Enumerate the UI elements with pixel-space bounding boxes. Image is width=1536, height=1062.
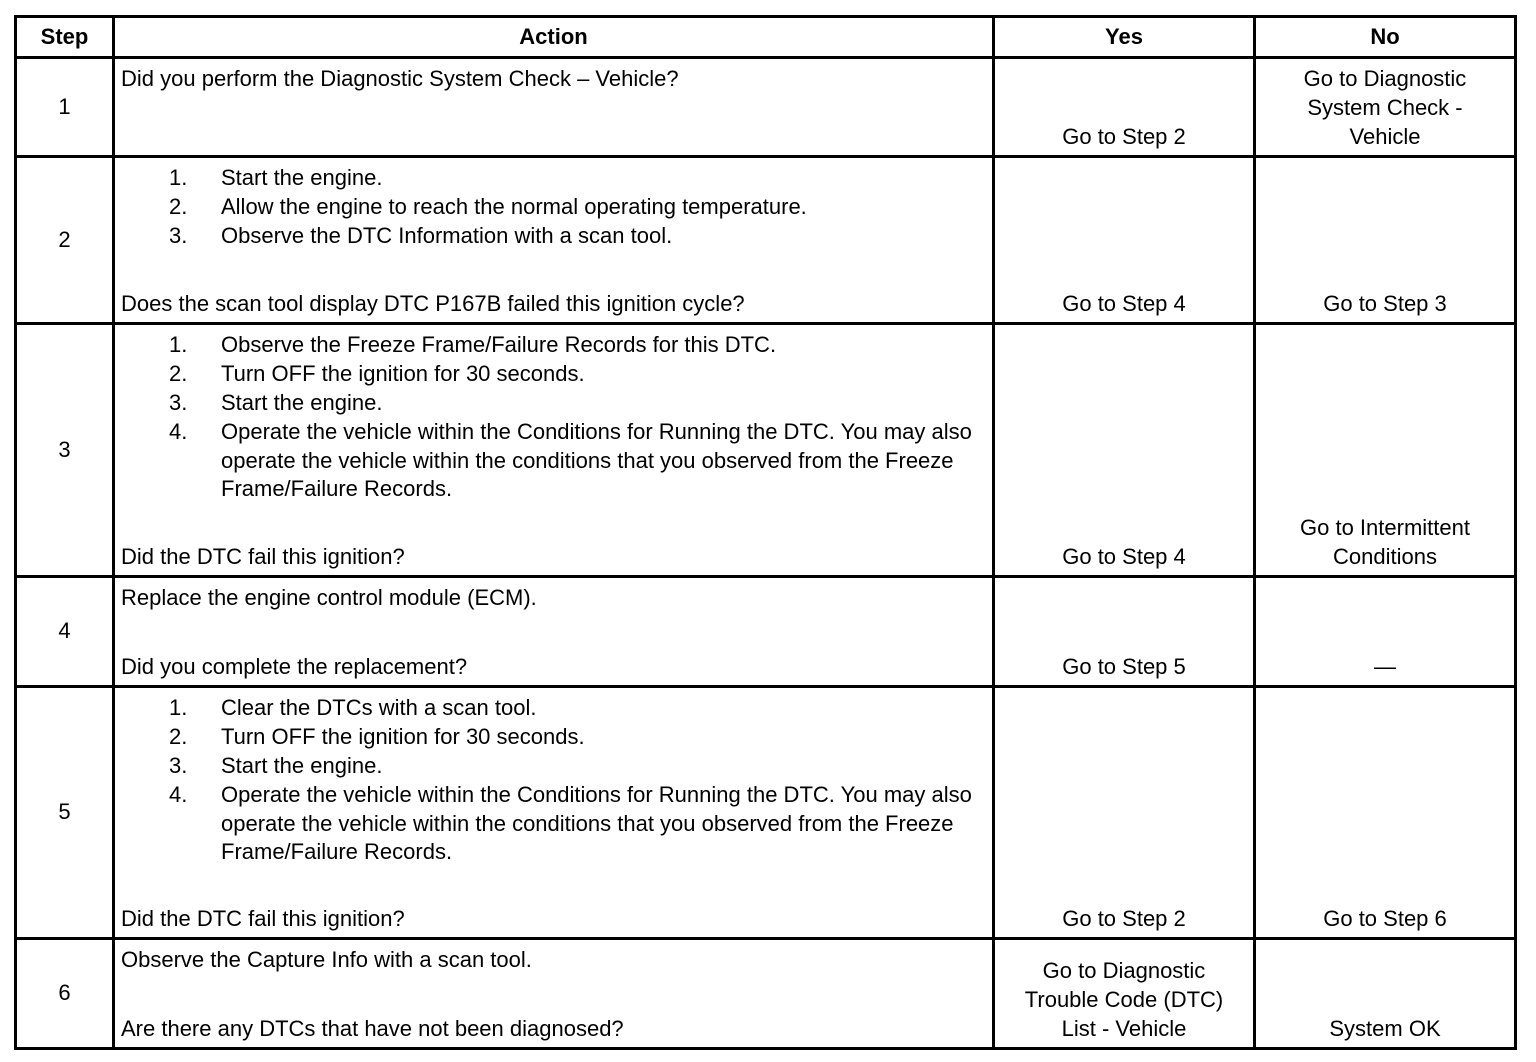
- no-cell: Go to Step 6: [1255, 687, 1516, 939]
- no-line: Conditions: [1333, 543, 1437, 569]
- action-steps: [121, 694, 986, 867]
- yes-cell: Go to Step 2: [994, 58, 1255, 157]
- action-question: Did the DTC fail this ignition?: [121, 543, 405, 569]
- action-step-item: 1. Start the engine.: [169, 165, 383, 191]
- step-number: 6: [16, 939, 114, 1049]
- no-cell: [1255, 324, 1516, 577]
- header-no: No: [1255, 17, 1516, 58]
- action-cell: [114, 687, 994, 939]
- action-question: Did you complete the replacement?: [121, 653, 468, 679]
- no-cell: Go to Step 3: [1255, 157, 1516, 324]
- yes-cell: Go to Step 5: [994, 577, 1255, 687]
- yes-line: Go to Diagnostic: [1042, 958, 1206, 983]
- header-action: Action: [114, 17, 994, 58]
- action-cell: [114, 58, 994, 157]
- action-question: Are there any DTCs that have not been diagnosed?: [121, 1015, 624, 1041]
- yes-cell: Go to Step 4: [994, 157, 1255, 324]
- header-step: Step: [16, 17, 114, 58]
- no-cell: System OK: [1255, 939, 1516, 1049]
- yes-cell: [994, 939, 1255, 1049]
- yes-cell: Go to Step 4: [994, 324, 1255, 577]
- header-yes: Yes: [994, 17, 1255, 58]
- no-line: Go to Intermittent: [1300, 514, 1470, 540]
- action-question: Does the scan tool display DTC P167B failed this ignition cycle?: [121, 290, 745, 316]
- action-steps: [121, 164, 986, 250]
- table-row: [16, 58, 1516, 157]
- diagnostic-table: [14, 15, 1517, 1050]
- header-row: [16, 17, 1516, 58]
- no-line: Go to Diagnostic: [1303, 66, 1467, 91]
- step-number: 1: [16, 58, 114, 157]
- yes-line: List - Vehicle: [1061, 1015, 1187, 1041]
- action-cell: [114, 324, 994, 577]
- action-cell: [114, 577, 994, 687]
- step-number: 4: [16, 577, 114, 687]
- yes-line: Trouble Code (DTC): [1024, 986, 1224, 1012]
- no-line: Vehicle: [1349, 123, 1421, 149]
- action-step-item: 2. Allow the engine to reach the normal operating temperature.: [169, 194, 807, 220]
- action-intro: Observe the Capture Info with a scan tool.: [121, 947, 532, 973]
- step-number: 2: [16, 157, 114, 324]
- yes-cell: Go to Step 2: [994, 687, 1255, 939]
- table-row: [16, 577, 1516, 687]
- table-row: [16, 157, 1516, 324]
- action-step-item: 2. Turn OFF the ignition for 30 seconds.: [169, 361, 585, 387]
- action-step-item: 4. Operate the vehicle within the Conditions for Running the DTC. You may also operate the vehicle within the conditions that you observed from the Freeze Frame/Failure Records.: [169, 418, 972, 502]
- action-cell: [114, 157, 994, 324]
- table-row: [16, 687, 1516, 939]
- action-intro: Replace the engine control module (ECM).: [121, 585, 537, 611]
- action-cell: [114, 939, 994, 1049]
- step-number: 3: [16, 324, 114, 577]
- action-step-item: 2. Turn OFF the ignition for 30 seconds.: [169, 724, 585, 750]
- step-number: 5: [16, 687, 114, 939]
- action-step-item: 3. Start the engine.: [169, 752, 383, 778]
- no-line: System Check -: [1307, 94, 1463, 120]
- action-steps: [121, 331, 986, 504]
- no-cell: [1255, 58, 1516, 157]
- table-row: [16, 939, 1516, 1049]
- action-intro: Did you perform the Diagnostic System Check – Vehicle?: [121, 66, 679, 91]
- table-row: [16, 324, 1516, 577]
- action-step-item: 4. Operate the vehicle within the Conditions for Running the DTC. You may also operate the vehicle within the conditions that you observed from the Freeze Frame/Failure Records.: [169, 781, 972, 865]
- action-step-item: 3. Observe the DTC Information with a scan tool.: [169, 222, 673, 248]
- action-step-item: 1. Observe the Freeze Frame/Failure Records for this DTC.: [169, 332, 777, 358]
- no-cell: —: [1255, 577, 1516, 687]
- action-question: Did the DTC fail this ignition?: [121, 905, 405, 931]
- action-step-item: 3. Start the engine.: [169, 389, 383, 415]
- action-step-item: 1. Clear the DTCs with a scan tool.: [169, 695, 537, 721]
